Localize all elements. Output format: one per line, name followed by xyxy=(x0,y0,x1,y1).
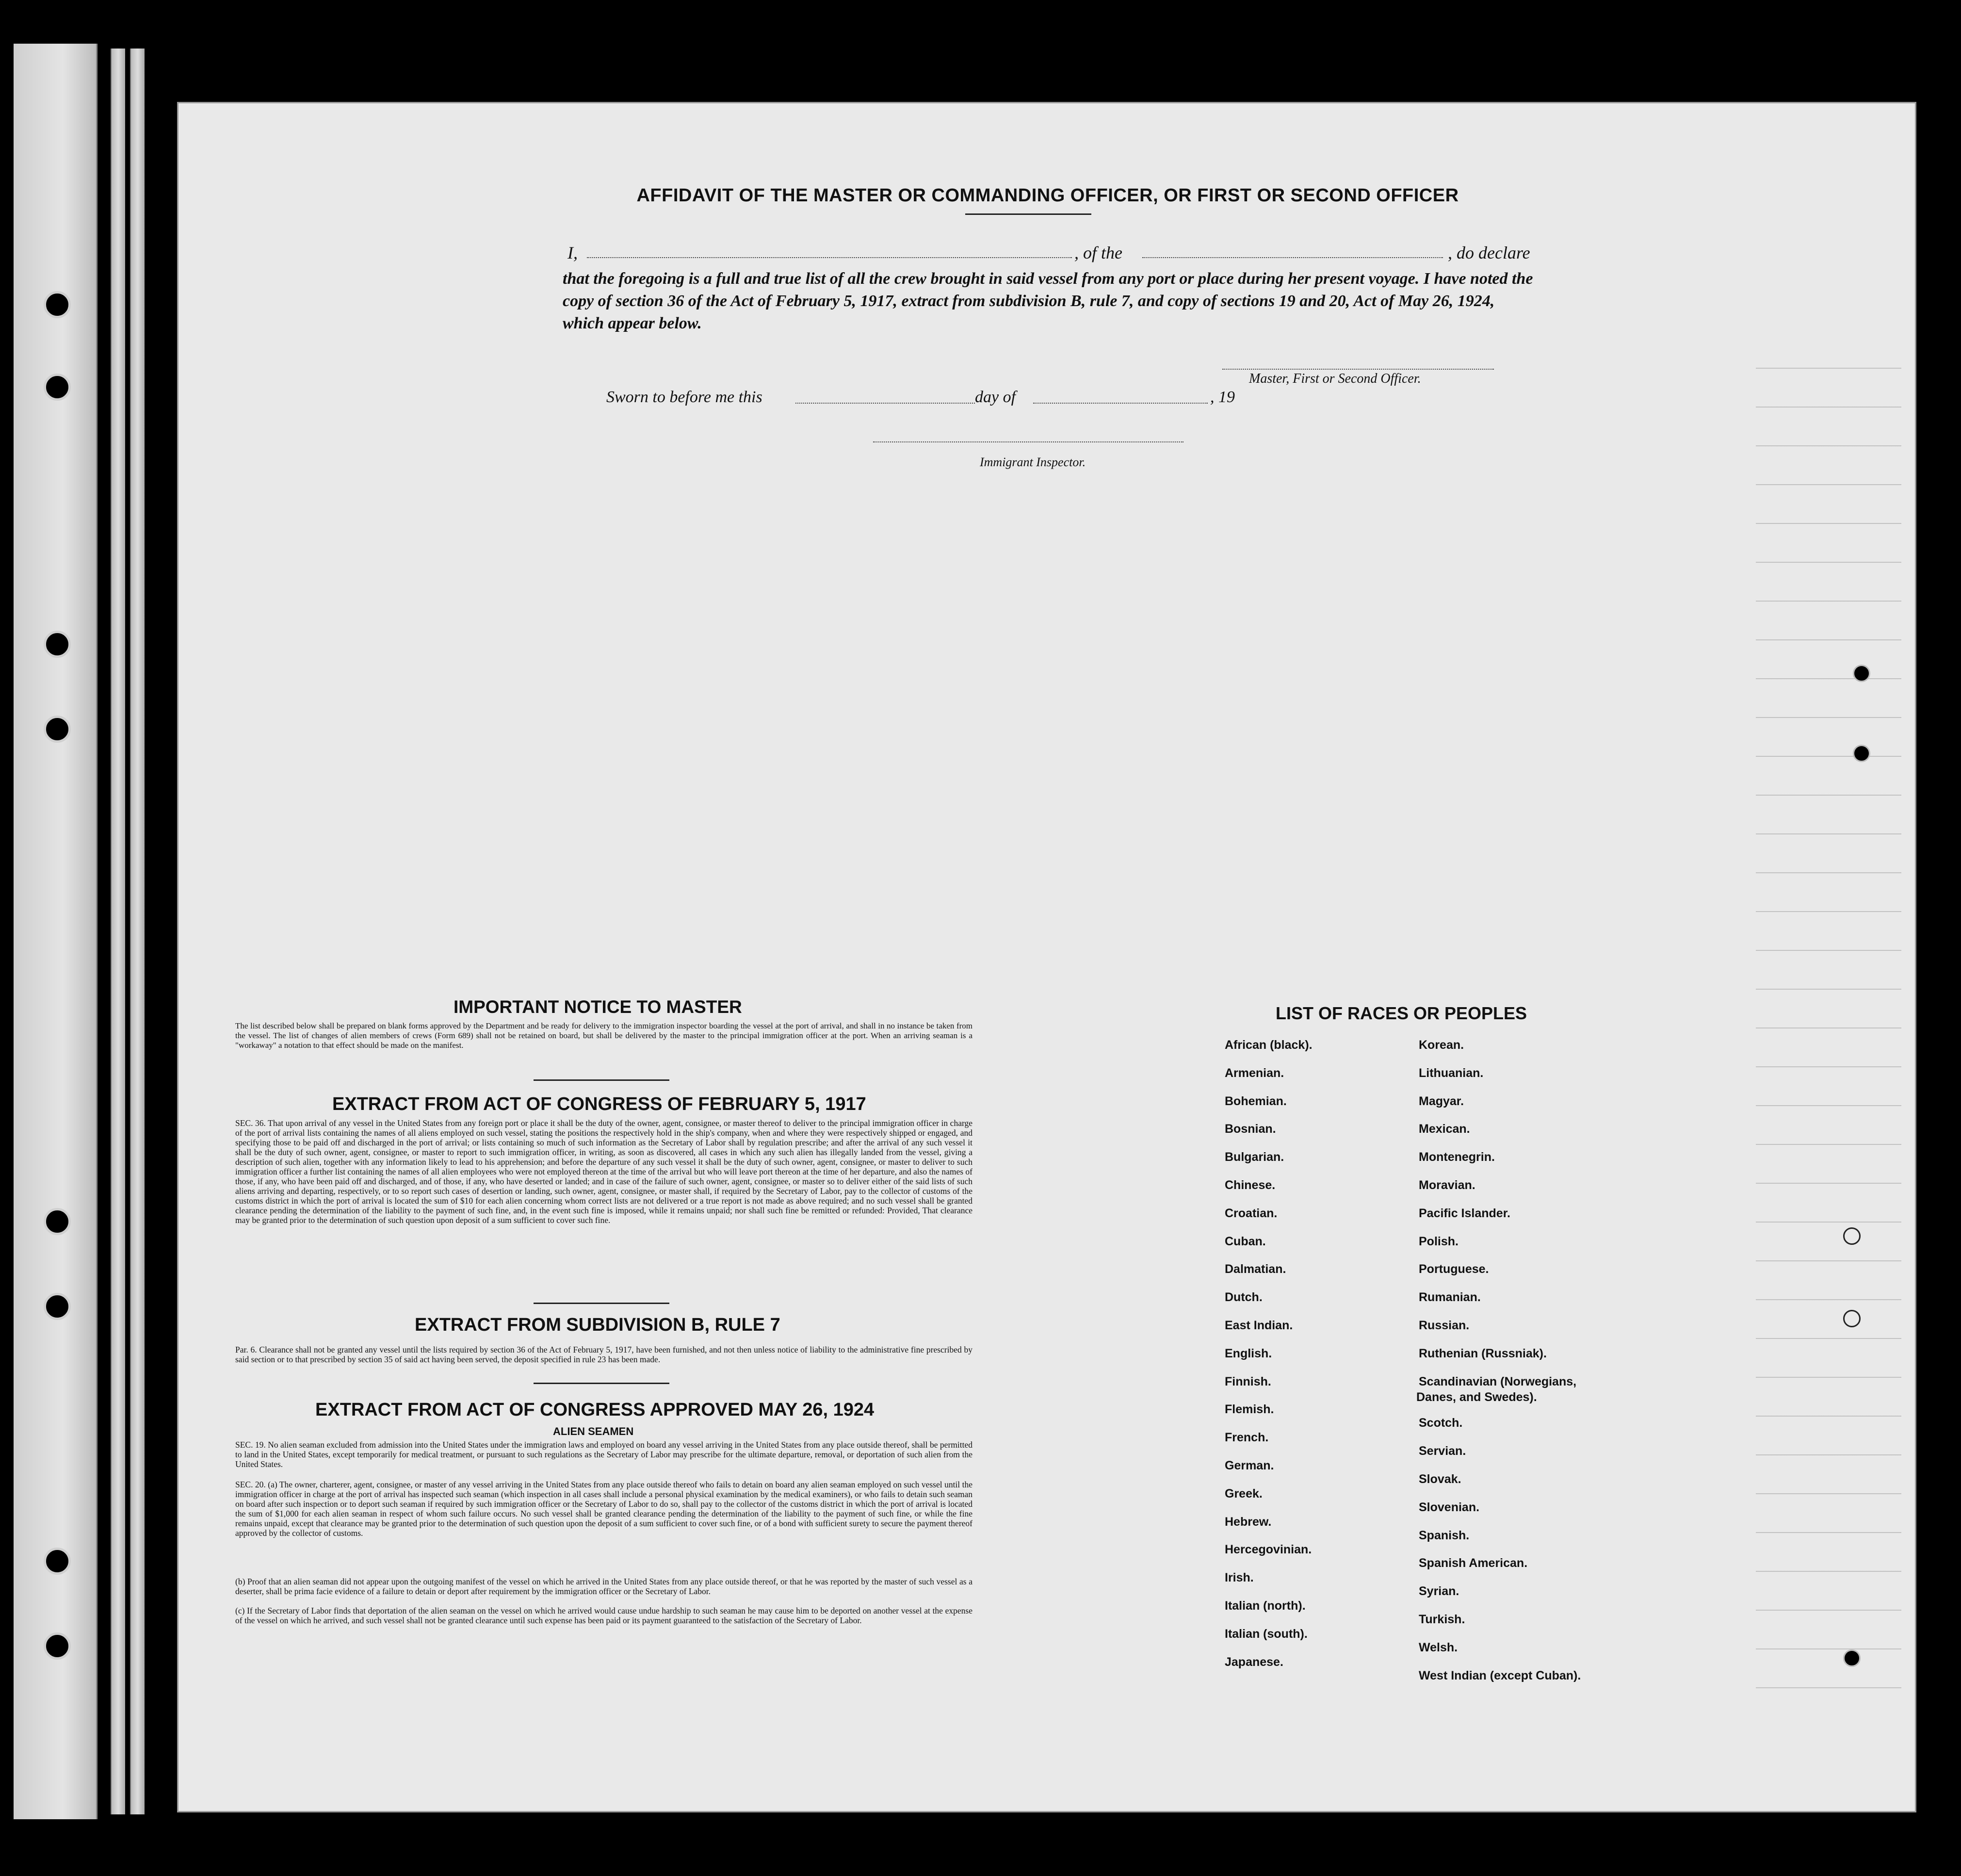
act-1917-text: SEC. 36. That upon arrival of any vessel in the United States from any foreign port or place it shall be the duty of the owner, agent, consignee, or master thereof to deliver to the principal immigration officer in charge of the port of arrival lists containing the names of all aliens employed on such vessel, stating the positions the respectively hold in the ship's company, when and where they were respectively shipped or engaged, and specifying those to be paid off and discharged in the port of arrival; or lists containing so much of such information as the Secretary of Labor shall by regulation prescribe; and after the arrival of any such vessel it shall be the duty of such owner, agent, consignee, or master to report to such immigration officer, in writing, as soon as discovered, all cases in which any such alien has illegally landed from the vessel, giving a description of such alien, together with any information likely to lead to his apprehension; and before the departure of any such vessel it shall be the duty of such owner, agent, consignee, or master to deliver to such immigration officer a further list containing the names of all alien employees who were not employed thereon at the time of the arrival but who will leave port thereon at the time of her departure, and also the names of those, if any, who have been paid off and discharged, and of those, if any, who have deserted or landed; and in case of the failure of such owner, agent, consignee, or master so to deliver either of the said lists of such aliens arriving and departing, respectively, or to so report such cases of desertion or landing, such owner, agent, consignee, or master shall, if required by the Secretary of Labor, pay to the collector of customs of the customs district in which the port of arrival is located the sum of $10 for each alien concerning whom correct lists are not delivered or a true report is not made as above required; and no such vessel shall be granted clearance pending the determination of the liability to the payment of such fine, and, in the event such fine is imposed, while it remains unpaid; nor shall such fine be remitted or refunded: Provided, That clearance may be granted prior to the determination of such question upon deposit of a sum sufficient to cover such fine. xyxy=(235,1118,972,1225)
inspector-signature-blank[interactable] xyxy=(873,427,1183,442)
race-item: Japanese. xyxy=(1225,1655,1283,1669)
punch-hole xyxy=(44,716,71,743)
race-item: Polish. xyxy=(1419,1235,1459,1248)
sec-19-text: SEC. 19. No alien seaman excluded from admission into the United States under the immigration laws and employed on board any vessel arriving in the United States from any place outside thereof, shall be permitted to land in the United States, except temporarily for medical treatment, or pursuant to such regulations as the Secretary of Labor may prescribe for the ultimate departure, removal, or deportation of such alien from the United States. xyxy=(235,1440,972,1469)
race-item: Pacific Islander. xyxy=(1419,1207,1510,1220)
race-item: Dalmatian. xyxy=(1225,1262,1286,1276)
signature-blank[interactable] xyxy=(1222,354,1494,370)
race-item: Chinese. xyxy=(1225,1178,1276,1192)
race-item: Hercegovinian. xyxy=(1225,1543,1312,1556)
sec-20b-text: (b) Proof that an alien seaman did not appear upon the outgoing manifest of the vessel on which he arrived in the United States from any place outside thereof, or that he was reported by the master of such vessel as a deserter, shall be prima facie evidence of a failure to detain or deport after requirement by the immigration officer or the Secretary of Labor. xyxy=(235,1577,972,1596)
edge-hole xyxy=(1843,1649,1861,1667)
section-rule xyxy=(534,1303,669,1304)
binder-strip xyxy=(111,49,125,1814)
act-1917-title: EXTRACT FROM ACT OF CONGRESS OF FEBRUARY 5, 1917 xyxy=(332,1094,866,1114)
signature-label: Master, First or Second Officer. xyxy=(1249,371,1421,386)
race-item: Dutch. xyxy=(1225,1290,1263,1304)
race-item: Bosnian. xyxy=(1225,1122,1276,1136)
document-sheet xyxy=(177,102,1916,1812)
notice-text: The list described below shall be prepared on blank forms approved by the Department and be ready for delivery to the immigration inspector boarding the vessel at the port of arrival, and shall in no instance be taken from the vessel. The list of changes of alien members of crews (Form 689) shall not be retained on board, but shall be delivered by the master to the principal immigration officer at the port. When an arriving seaman is a "workaway" a notation to that effect should be made on the manifest. xyxy=(235,1021,972,1050)
race-item: Montenegrin. xyxy=(1419,1150,1495,1164)
race-item: Lithuanian. xyxy=(1419,1066,1484,1080)
rule-7-text: Par. 6. Clearance shall not be granted any vessel until the lists required by section 36 of the Act of February 5, 1917, have been furnished, and not then unless notice of liability to the administrative fine prescribed by said section or to that prescribed by section 35 of said act having been served, the deposit specified in rule 23 has been made. xyxy=(235,1345,972,1364)
race-item: Danes, and Swedes). xyxy=(1416,1390,1537,1404)
of-the-label: , of the xyxy=(1074,243,1122,262)
vessel-blank[interactable] xyxy=(1142,243,1443,258)
race-item: Moravian. xyxy=(1419,1178,1475,1192)
race-item: Cuban. xyxy=(1225,1235,1266,1248)
title-rule xyxy=(965,213,1091,215)
edge-hole xyxy=(1843,1227,1861,1245)
race-item: Welsh. xyxy=(1419,1641,1458,1654)
race-item: African (black). xyxy=(1225,1038,1313,1052)
punch-hole xyxy=(44,374,71,401)
declare-label: , do declare xyxy=(1448,243,1530,262)
races-title: LIST OF RACES OR PEOPLES xyxy=(1276,1003,1527,1023)
race-item: Bohemian. xyxy=(1225,1094,1287,1108)
sec-20c-text: (c) If the Secretary of Labor finds that deportation of the alien seaman on the vessel on which he arrived would cause undue hardship to such seaman he may cause him to be deported on another vessel at the expense of the vessel on which he arrived, and such vessel shall not be granted clearance until such expense has been paid or its payment guaranteed to the satisfaction of the Secretary of Labor. xyxy=(235,1606,972,1625)
name-blank[interactable] xyxy=(587,243,1072,258)
race-item: Scotch. xyxy=(1419,1416,1463,1430)
punch-hole xyxy=(44,291,71,318)
i-label: I, xyxy=(567,243,578,262)
race-item: Portuguese. xyxy=(1419,1262,1489,1276)
edge-hole xyxy=(1853,665,1870,682)
punch-hole xyxy=(44,631,71,658)
punch-hole xyxy=(44,1632,71,1660)
race-item: Slovak. xyxy=(1419,1472,1461,1486)
show-through-lines xyxy=(1756,330,1901,1688)
edge-hole xyxy=(1843,1310,1861,1327)
race-item: Syrian. xyxy=(1419,1584,1459,1598)
act-1924-subtitle: ALIEN SEAMEN xyxy=(553,1425,634,1437)
race-item: Italian (north). xyxy=(1225,1599,1306,1613)
sec-20a-text: SEC. 20. (a) The owner, charterer, agent, consignee, or master of any vessel arriving in the United States from any place outside thereof who fails to detain on board any alien seaman employed on such vessel until the immigration officer in charge at the port of arrival has inspected such seaman (which inspection in all cases shall include a personal physical examination by the medical examiners), or who fails to detain such seaman on board after such inspection or to deport such seaman if required by such immigration officer or the Secretary of Labor to do so, shall pay to the collector of the customs district in which the port of arrival is located the sum of $1,000 for each alien seaman in respect of whom such failure occurs. No such vessel shall be granted clearance pending the determination of the liability to the payment of such fine, or while the fine remains unpaid, except that clearance may be granted prior to the determination of such question upon the deposit of a sum sufficient to cover such fine, or of a bond with sufficient surety to secure the payment thereof approved by the collector of customs. xyxy=(235,1480,972,1538)
race-item: Spanish. xyxy=(1419,1529,1470,1542)
section-rule xyxy=(534,1079,669,1081)
binder-strip xyxy=(130,49,145,1814)
race-item: German. xyxy=(1225,1459,1274,1472)
race-item: Spanish American. xyxy=(1419,1556,1528,1570)
race-item: Flemish. xyxy=(1225,1403,1274,1416)
race-item: Armenian. xyxy=(1225,1066,1284,1080)
act-1924-title: EXTRACT FROM ACT OF CONGRESS APPROVED MAY 26, 1924 xyxy=(315,1400,875,1420)
race-item: French. xyxy=(1225,1431,1269,1444)
punch-hole xyxy=(44,1548,71,1575)
race-item: Magyar. xyxy=(1419,1094,1464,1108)
punch-hole xyxy=(44,1293,71,1320)
race-item: Irish. xyxy=(1225,1571,1254,1584)
inspector-label: Immigrant Inspector. xyxy=(980,455,1086,469)
race-item: Bulgarian. xyxy=(1225,1150,1284,1164)
edge-hole xyxy=(1853,745,1870,762)
race-item: Korean. xyxy=(1419,1038,1464,1052)
section-rule xyxy=(534,1383,669,1384)
race-item: Slovenian. xyxy=(1419,1501,1480,1514)
race-item: Italian (south). xyxy=(1225,1627,1308,1641)
race-item: Scandinavian (Norwegians, xyxy=(1419,1375,1577,1388)
race-item: Greek. xyxy=(1225,1487,1263,1501)
race-item: Russian. xyxy=(1419,1319,1470,1332)
year-label: , 19 xyxy=(1210,388,1235,406)
race-item: Ruthenian (Russniak). xyxy=(1419,1347,1547,1360)
rule-7-title: EXTRACT FROM SUBDIVISION B, RULE 7 xyxy=(415,1315,780,1335)
notice-title: IMPORTANT NOTICE TO MASTER xyxy=(454,997,742,1017)
race-item: Hebrew. xyxy=(1225,1515,1272,1529)
affidavit-title: AFFIDAVIT OF THE MASTER OR COMMANDING OFFICER, OR FIRST OR SECOND OFFICER xyxy=(636,185,1459,206)
race-item: Croatian. xyxy=(1225,1207,1278,1220)
sworn-label: Sworn to before me this xyxy=(606,388,762,406)
race-item: Rumanian. xyxy=(1419,1290,1481,1304)
punch-hole xyxy=(44,1208,71,1235)
month-blank[interactable] xyxy=(1033,388,1208,404)
race-item: English. xyxy=(1225,1347,1272,1360)
race-item: Mexican. xyxy=(1419,1122,1470,1136)
day-of-label: day of xyxy=(975,388,1016,406)
race-item: Servian. xyxy=(1419,1444,1466,1458)
race-item: East Indian. xyxy=(1225,1319,1293,1332)
race-item: West Indian (except Cuban). xyxy=(1419,1669,1581,1682)
race-item: Turkish. xyxy=(1419,1613,1465,1626)
affidavit-body: that the foregoing is a full and true list of all the crew brought in said vessel from any port or place during her present voyage. I have noted the copy of section 36 of the Act of February 5, 1917, extract from subdivision B, rule 7, and copy of sections 19 and 20, Act of May 26, 1924, which appear below. xyxy=(563,270,1533,332)
day-blank[interactable] xyxy=(795,388,975,404)
race-item: Finnish. xyxy=(1225,1375,1271,1388)
